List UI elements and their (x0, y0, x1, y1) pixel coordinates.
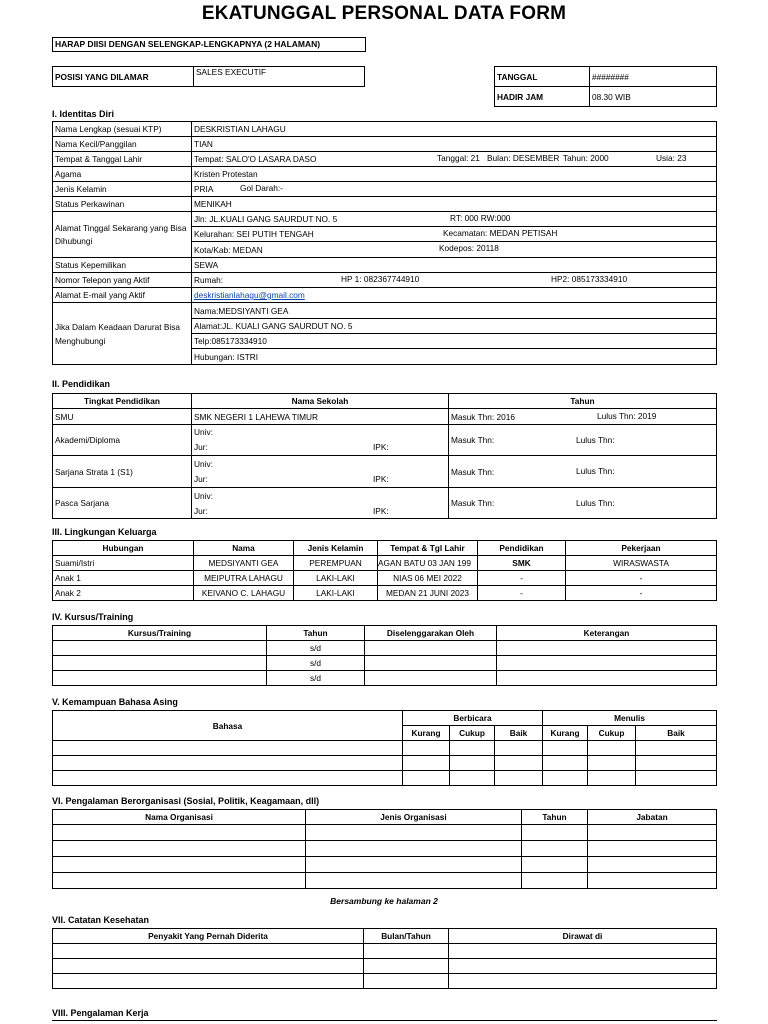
health-table (52, 928, 717, 989)
edu-masuk: Masuk Thn: 2016 (451, 411, 515, 422)
table-row (53, 586, 717, 601)
edu-jur: Jur: (194, 505, 208, 516)
org-cell[interactable] (522, 841, 588, 857)
email-label: Alamat E-mail yang Aktif (53, 288, 192, 303)
lang-cell[interactable] (53, 756, 403, 771)
telepon-rumah: Rumah: (194, 275, 224, 285)
telepon-hp1: HP 1: 082367744910 (341, 274, 420, 284)
fam-hubungan: Anak 1 (53, 571, 194, 586)
org-header: Nama Organisasi (53, 810, 306, 825)
training-course[interactable] (53, 656, 267, 671)
lang-kurang: Kurang (543, 726, 588, 741)
darurat-alamat[interactable]: Alamat:JL. KUALI GANG SAURDUT NO. 5 (192, 319, 717, 334)
org-header: Tahun (522, 810, 588, 825)
table-row (53, 974, 717, 989)
language-table (52, 710, 717, 786)
ttl-tanggal: Tanggal: 21 (437, 153, 480, 163)
jk-field[interactable] (192, 182, 717, 197)
edu-ipk: IPK: (373, 473, 389, 484)
ttl-tahun: Tahun: 2000 (563, 153, 609, 163)
work-table-top-border (52, 1020, 717, 1021)
ttl-field[interactable] (192, 152, 717, 167)
ttl-label: Tempat & Tanggal Lahir (53, 152, 192, 167)
section-5-title: V. Kemampuan Bahasa Asing (52, 697, 178, 707)
lang-cell[interactable] (403, 771, 450, 786)
edu-jur-diploma[interactable] (192, 440, 449, 456)
section-4-title: IV. Kursus/Training (52, 612, 134, 622)
edu-level-pasca: Pasca Sarjana (53, 488, 192, 519)
org-cell[interactable] (306, 857, 522, 873)
health-cell[interactable] (364, 959, 449, 974)
training-year[interactable]: s/d (267, 671, 365, 686)
lang-header-bahasa: Bahasa (53, 711, 403, 741)
org-cell[interactable] (588, 873, 717, 889)
darurat-hubungan[interactable]: Hubungan: ISTRI (192, 349, 717, 365)
telepon-field[interactable] (192, 273, 717, 288)
health-cell[interactable] (53, 974, 364, 989)
table-row (53, 771, 717, 786)
nama-lengkap-label: Nama Lengkap (sesuai KTP) (53, 122, 192, 137)
email-link[interactable]: deskristianlahagu@gmail.com (194, 290, 305, 300)
tanggal-field[interactable]: ######## (590, 67, 717, 87)
edu-level-diploma: Akademi/Diploma (53, 425, 192, 456)
training-header: Keterangan (497, 626, 717, 641)
edu-lulus: Lulus Thn: (576, 498, 615, 508)
training-course[interactable] (53, 671, 267, 686)
org-cell[interactable] (53, 841, 306, 857)
health-header: Penyakit Yang Pernah Diderita (53, 929, 364, 944)
jk-value: PRIA (194, 184, 214, 194)
org-cell[interactable] (53, 857, 306, 873)
ttl-tempat: Tempat: SALO'O LASARA DASO (194, 154, 317, 164)
lang-cell[interactable] (403, 741, 450, 756)
darurat-nama[interactable]: Nama:MEDSIYANTI GEA (192, 303, 717, 319)
edu-year-pasca[interactable] (449, 488, 717, 519)
health-header: Bulan/Tahun (364, 929, 449, 944)
edu-jur-s1[interactable] (192, 472, 449, 488)
fam-header: Pendidikan (478, 541, 566, 556)
telepon-label: Nomor Telepon yang Aktif (53, 273, 192, 288)
training-note[interactable] (497, 641, 717, 656)
lang-baik: Baik (495, 726, 543, 741)
health-header: Dirawat di (449, 929, 717, 944)
nama-lengkap-field[interactable]: DESKRISTIAN LAHAGU (192, 122, 717, 137)
edu-year-smu[interactable] (449, 409, 717, 425)
lang-cell[interactable] (450, 756, 495, 771)
lang-kurang: Kurang (403, 726, 450, 741)
email-field[interactable] (192, 288, 717, 303)
hadir-field[interactable]: 08.30 WIB (590, 87, 717, 107)
agama-label: Agama (53, 167, 192, 182)
lang-cell[interactable] (588, 741, 636, 756)
alamat-kel-field[interactable] (192, 227, 717, 242)
edu-year-s1[interactable] (449, 456, 717, 488)
identity-table (52, 121, 717, 365)
training-year[interactable]: s/d (267, 656, 365, 671)
edu-ipk: IPK: (373, 441, 389, 452)
lang-cell[interactable] (495, 756, 543, 771)
edu-univ-s1[interactable]: Univ: (192, 456, 449, 472)
edu-masuk: Masuk Thn: (451, 435, 495, 445)
fam-pendidikan[interactable]: - (478, 571, 566, 586)
section-7-title: VII. Catatan Kesehatan (52, 915, 150, 925)
fam-header: Jenis Kelamin (294, 541, 378, 556)
fam-hubungan: Suami/Istri (53, 556, 194, 571)
org-header: Jenis Organisasi (306, 810, 522, 825)
org-header: Jabatan (588, 810, 717, 825)
lang-cukup: Cukup (588, 726, 636, 741)
lang-cell[interactable] (543, 756, 588, 771)
table-row (53, 671, 717, 686)
training-header: Tahun (267, 626, 365, 641)
alamat-jln: Jln: JL.KUALI GANG SAURDUT NO. 5 (194, 214, 338, 224)
alamat-jln-field[interactable] (192, 212, 717, 227)
fam-nama[interactable]: KEIVANO C. LAHAGU (194, 586, 294, 601)
ttl-usia: Usia: 23 (656, 153, 687, 163)
lang-cell[interactable] (636, 771, 717, 786)
alamat-kel: Kelurahan: SEI PUTIH TENGAH (194, 229, 314, 239)
edu-school-smu[interactable]: SMK NEGERI 1 LAHEWA TIMUR (192, 409, 449, 425)
position-table (52, 66, 365, 87)
fam-header: Tempat & Tgl Lahir (378, 541, 478, 556)
edu-jur: Jur: (194, 474, 208, 485)
fam-pekerjaan[interactable]: - (566, 571, 717, 586)
table-row (53, 825, 717, 841)
continued-note: Bersambung ke halaman 2 (330, 896, 438, 906)
agama-field[interactable]: Kristen Protestan (192, 167, 717, 182)
training-note[interactable] (497, 656, 717, 671)
table-row (53, 641, 717, 656)
instruction-box (52, 37, 366, 52)
training-header: Diselenggarakan Oleh (365, 626, 497, 641)
lang-cell[interactable] (53, 741, 403, 756)
status-field[interactable]: MENIKAH (192, 197, 717, 212)
lang-baik: Baik (636, 726, 717, 741)
edu-header-year: Tahun (449, 394, 717, 409)
org-cell[interactable] (306, 841, 522, 857)
fam-header: Pekerjaan (566, 541, 717, 556)
edu-lulus: Lulus Thn: (576, 435, 615, 445)
org-cell[interactable] (522, 825, 588, 841)
table-row (53, 571, 717, 586)
nama-kecil-label: Nama Kecil/Panggilan (53, 137, 192, 152)
table-row (53, 857, 717, 873)
lang-cell[interactable] (588, 756, 636, 771)
edu-level-smu: SMU (53, 409, 192, 425)
lang-cell[interactable] (588, 771, 636, 786)
edu-jur-pasca[interactable] (192, 504, 449, 519)
training-note[interactable] (497, 671, 717, 686)
table-row (53, 944, 717, 959)
org-cell[interactable] (588, 857, 717, 873)
training-year[interactable]: s/d (267, 641, 365, 656)
nama-kecil-field[interactable]: TIAN (192, 137, 717, 152)
training-organizer[interactable] (365, 641, 497, 656)
section-3-title: III. Lingkungan Keluarga (52, 527, 157, 537)
lang-cell[interactable] (53, 771, 403, 786)
lang-cell[interactable] (403, 756, 450, 771)
fam-hubungan: Anak 2 (53, 586, 194, 601)
table-row (53, 841, 717, 857)
fam-ttl[interactable]: NIAS 06 MEI 2022 (378, 571, 478, 586)
edu-univ-pasca[interactable]: Univ: (192, 488, 449, 504)
health-cell[interactable] (449, 974, 717, 989)
org-cell[interactable] (306, 825, 522, 841)
org-cell[interactable] (522, 873, 588, 889)
section-6-title: VI. Pengalaman Berorganisasi (Sosial, Politik, Keagamaan, dll) (52, 796, 320, 806)
fam-nama[interactable]: MEDSIYANTI GEA (194, 556, 294, 571)
family-table (52, 540, 717, 601)
table-row (53, 756, 717, 771)
lang-cell[interactable] (450, 771, 495, 786)
org-cell[interactable] (588, 841, 717, 857)
lang-cell[interactable] (636, 741, 717, 756)
table-row (53, 873, 717, 889)
jk-label: Jenis Kelamin (53, 182, 192, 197)
lang-cell[interactable] (495, 771, 543, 786)
training-organizer[interactable] (365, 656, 497, 671)
darurat-label: Jika Dalam Keadaan Darurat Bisa Menghubungi (53, 303, 192, 365)
fam-ttl[interactable]: AGAN BATU 03 JAN 199 (378, 556, 478, 571)
edu-univ-diploma[interactable]: Univ: (192, 425, 449, 440)
edu-ipk: IPK: (373, 505, 389, 516)
edu-header-level: Tingkat Pendidikan (53, 394, 192, 409)
lang-cell[interactable] (636, 756, 717, 771)
health-cell[interactable] (53, 959, 364, 974)
edu-lulus: Lulus Thn: 2019 (597, 411, 657, 421)
education-table (52, 393, 717, 519)
lang-header-berbicara: Berbicara (403, 711, 543, 726)
training-course[interactable] (53, 641, 267, 656)
health-cell[interactable] (449, 944, 717, 959)
training-organizer[interactable] (365, 671, 497, 686)
lang-header-menulis: Menulis (543, 711, 717, 726)
health-cell[interactable] (449, 959, 717, 974)
section-8-title: VIII. Pengalaman Kerja (52, 1008, 149, 1018)
date-table (494, 66, 717, 107)
form-title: EKATUNGGAL PERSONAL DATA FORM (201, 3, 567, 24)
kepemilikan-field[interactable]: SEWA (192, 258, 717, 273)
darurat-telp[interactable]: Telp:085173334910 (192, 334, 717, 349)
edu-header-school: Nama Sekolah (192, 394, 449, 409)
lang-cell[interactable] (495, 741, 543, 756)
fam-pekerjaan[interactable]: WIRASWASTA (566, 556, 717, 571)
fam-pendidikan[interactable]: - (478, 586, 566, 601)
edu-jur: Jur: (194, 442, 208, 453)
edu-masuk: Masuk Thn: (451, 466, 495, 477)
fam-ttl[interactable]: MEDAN 21 JUNI 2023 (378, 586, 478, 601)
edu-masuk: Masuk Thn: (451, 498, 495, 508)
alamat-kota-field[interactable] (192, 242, 717, 258)
org-cell[interactable] (53, 873, 306, 889)
fam-pendidikan[interactable]: SMK (478, 556, 566, 571)
health-cell[interactable] (53, 944, 364, 959)
organization-table (52, 809, 717, 889)
health-cell[interactable] (364, 974, 449, 989)
lang-cell[interactable] (450, 741, 495, 756)
edu-year-diploma[interactable] (449, 425, 717, 456)
lang-cukup: Cukup (450, 726, 495, 741)
section-2-title: II. Pendidikan (52, 379, 111, 389)
telepon-hp2: HP2: 085173334910 (551, 274, 628, 284)
training-table (52, 625, 717, 686)
fam-header: Nama (194, 541, 294, 556)
gol-darah: Gol Darah:- (240, 183, 283, 193)
fam-pekerjaan[interactable]: - (566, 586, 717, 601)
org-cell[interactable] (306, 873, 522, 889)
position-label: POSISI YANG DILAMAR (53, 67, 194, 87)
alamat-kota: Kota/Kab: MEDAN (194, 244, 263, 255)
table-row (53, 556, 717, 571)
fam-nama[interactable]: MEIPUTRA LAHAGU (194, 571, 294, 586)
fam-jk[interactable]: PEREMPUAN (294, 556, 378, 571)
table-row (53, 959, 717, 974)
fam-header: Hubungan (53, 541, 194, 556)
org-cell[interactable] (588, 825, 717, 841)
fam-jk[interactable]: LAKI-LAKI (294, 586, 378, 601)
hadir-label: HADIR JAM (495, 87, 590, 107)
alamat-label: Alamat Tinggal Sekarang yang Bisa Dihubungi (53, 212, 192, 258)
health-cell[interactable] (364, 944, 449, 959)
fam-jk[interactable]: LAKI-LAKI (294, 571, 378, 586)
org-cell[interactable] (53, 825, 306, 841)
edu-lulus: Lulus Thn: (576, 466, 615, 476)
edu-level-s1: Sarjana Strata 1 (S1) (53, 456, 192, 488)
ttl-bulan: Bulan: DESEMBER (487, 153, 560, 163)
lang-cell[interactable] (543, 771, 588, 786)
kepemilikan-label: Status Kepemilikan (53, 258, 192, 273)
lang-cell[interactable] (543, 741, 588, 756)
position-field[interactable]: SALES EXECUTIF (194, 67, 365, 87)
section-1-title: I. Identitas Diri (52, 109, 115, 119)
alamat-rt: RT: 000 RW:000 (450, 213, 511, 223)
org-cell[interactable] (522, 857, 588, 873)
alamat-kodepos: Kodepos: 20118 (439, 243, 499, 253)
table-row (53, 656, 717, 671)
tanggal-label: TANGGAL (495, 67, 590, 87)
instruction-text: HARAP DIISI DENGAN SELENGKAP-LENGKAPNYA (2 HALAMAN) (55, 39, 321, 49)
status-label: Status Perkawinan (53, 197, 192, 212)
training-header: Kursus/Training (53, 626, 267, 641)
alamat-kec: Kecamatan: MEDAN PETISAH (443, 228, 558, 238)
table-row (53, 741, 717, 756)
